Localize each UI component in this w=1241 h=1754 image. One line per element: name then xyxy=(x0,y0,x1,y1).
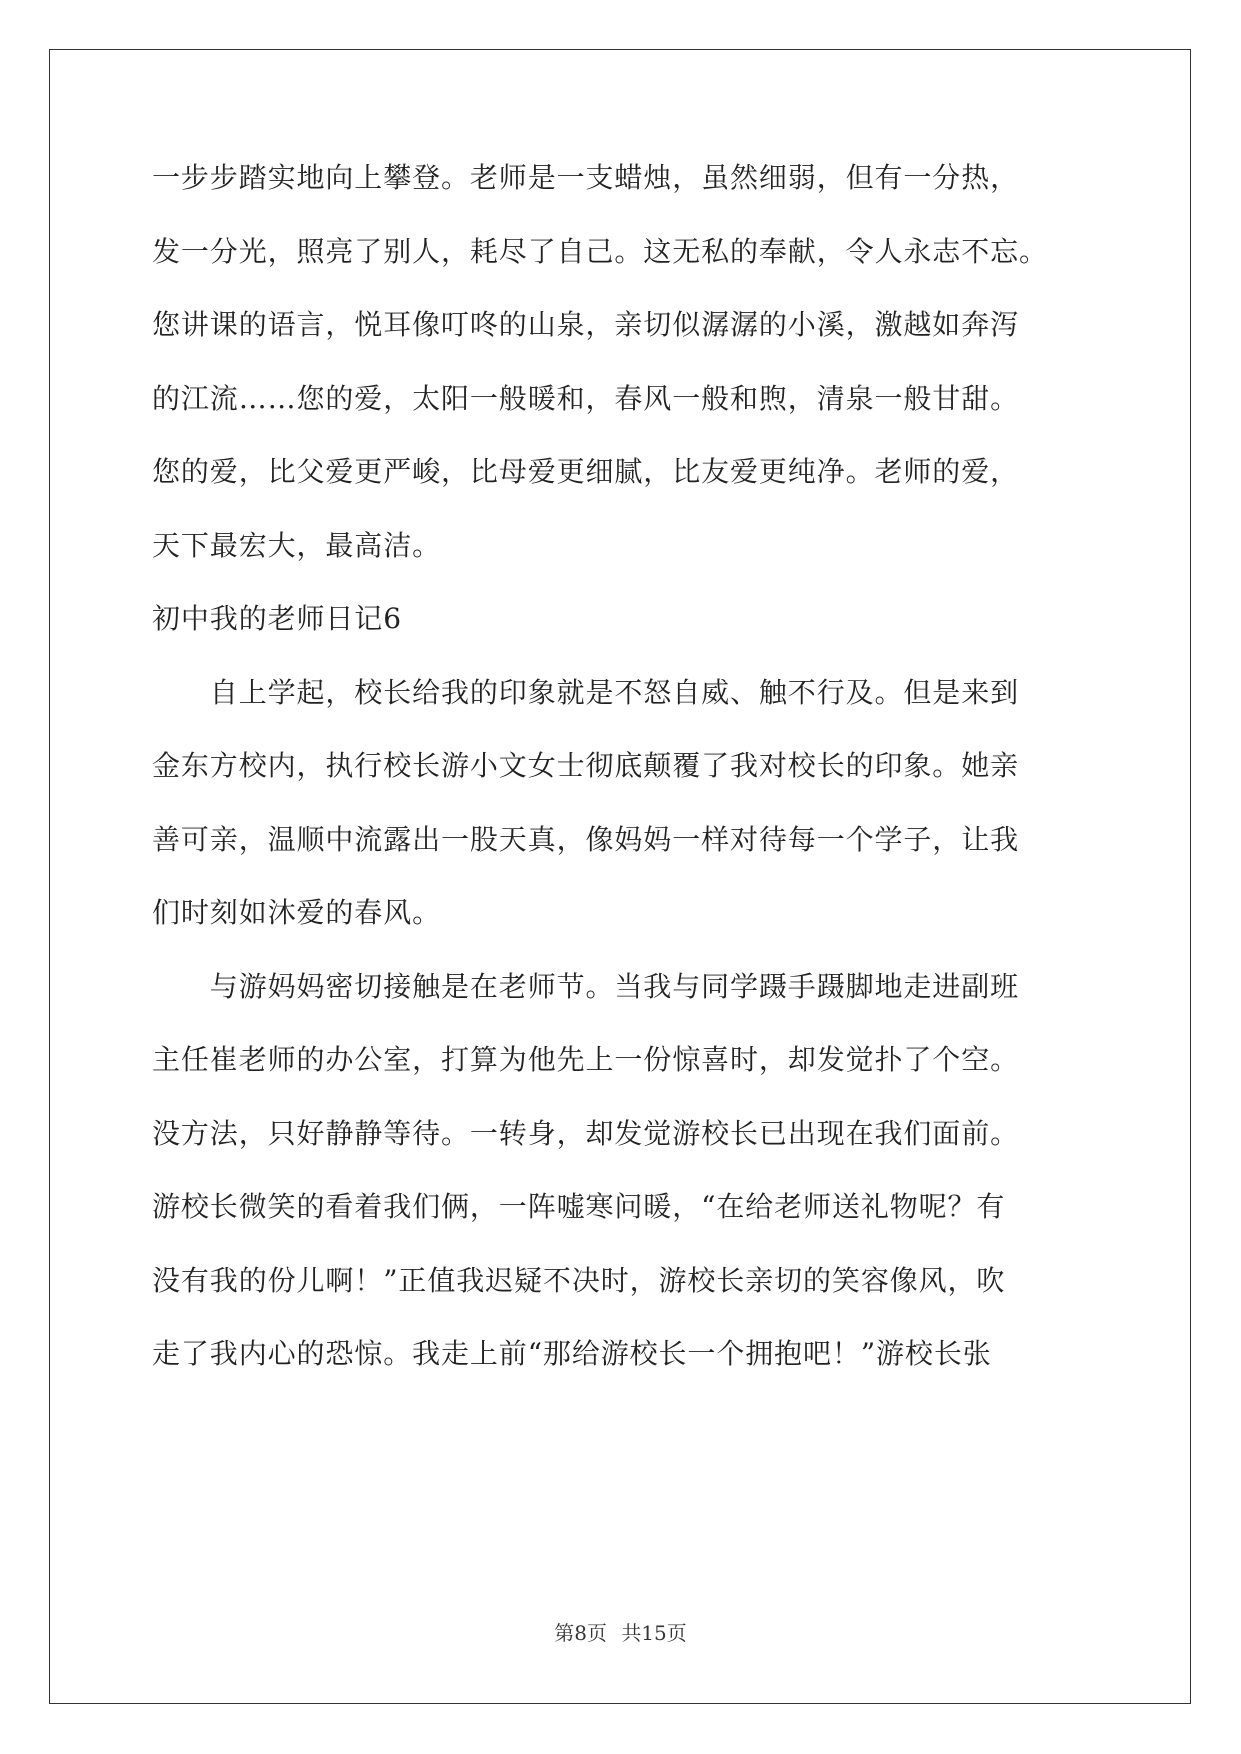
body-line-6: 天下最宏大，最高洁。 xyxy=(152,529,442,562)
paragraph2-line-3: 善可亲，温顺中流露出一股天真，像妈妈一样对待每一个学子，让我 xyxy=(152,823,1020,856)
page-total: 共15页 xyxy=(621,1621,687,1645)
paragraph3-line-3: 没方法，只好静静等待。一转身，却发觉游校长已出现在我们面前。 xyxy=(152,1117,1020,1150)
paragraph2-line-2: 金东方校内，执行校长游小文女士彻底颠覆了我对校长的印象。她亲 xyxy=(152,749,1020,782)
body-line-2: 发一分光，照亮了别人，耗尽了自己。这无私的奉献，令人永志不忘。 xyxy=(152,235,1048,268)
paragraph2-line-4: 们时刻如沐爱的春风。 xyxy=(152,896,442,929)
paragraph3-line-1: 与游妈妈密切接触是在老师节。当我与同学蹑手蹑脚地走进副班 xyxy=(152,970,1020,1003)
body-line-1: 一步步踏实地向上攀登。老师是一支蜡烛，虽然细弱，但有一分热， xyxy=(152,161,1020,194)
section-heading: 初中我的老师日记6 xyxy=(152,602,402,635)
paragraph3-line-4: 游校长微笑的看着我们俩，一阵嘘寒问暖，“在给老师送礼物呢？有 xyxy=(152,1190,1006,1223)
body-line-5: 您的爱，比父爱更严峻，比母爱更细腻，比友爱更纯净。老师的爱， xyxy=(152,455,1020,488)
paragraph3-line-6: 走了我内心的恐惊。我走上前“那给游校长一个拥抱吧！”游校长张 xyxy=(152,1337,992,1370)
paragraph3-line-5: 没有我的份儿啊！”正值我迟疑不决时，游校长亲切的笑容像风，吹 xyxy=(152,1264,1006,1297)
paragraph2-line-1: 自上学起，校长给我的印象就是不怒自威、触不行及。但是来到 xyxy=(152,676,1020,709)
body-line-3: 您讲课的语言，悦耳像叮咚的山泉，亲切似潺潺的小溪，激越如奔泻 xyxy=(152,308,1020,341)
paragraph3-line-2: 主任崔老师的办公室，打算为他先上一份惊喜时，却发觉扑了个空。 xyxy=(152,1043,1020,1076)
page-border xyxy=(49,49,1191,1704)
page-number: 第8页 xyxy=(554,1621,607,1645)
page-footer xyxy=(0,1617,1241,1646)
body-line-4: 的江流……您的爱，太阳一般暖和，春风一般和煦，清泉一般甘甜。 xyxy=(152,382,1020,415)
